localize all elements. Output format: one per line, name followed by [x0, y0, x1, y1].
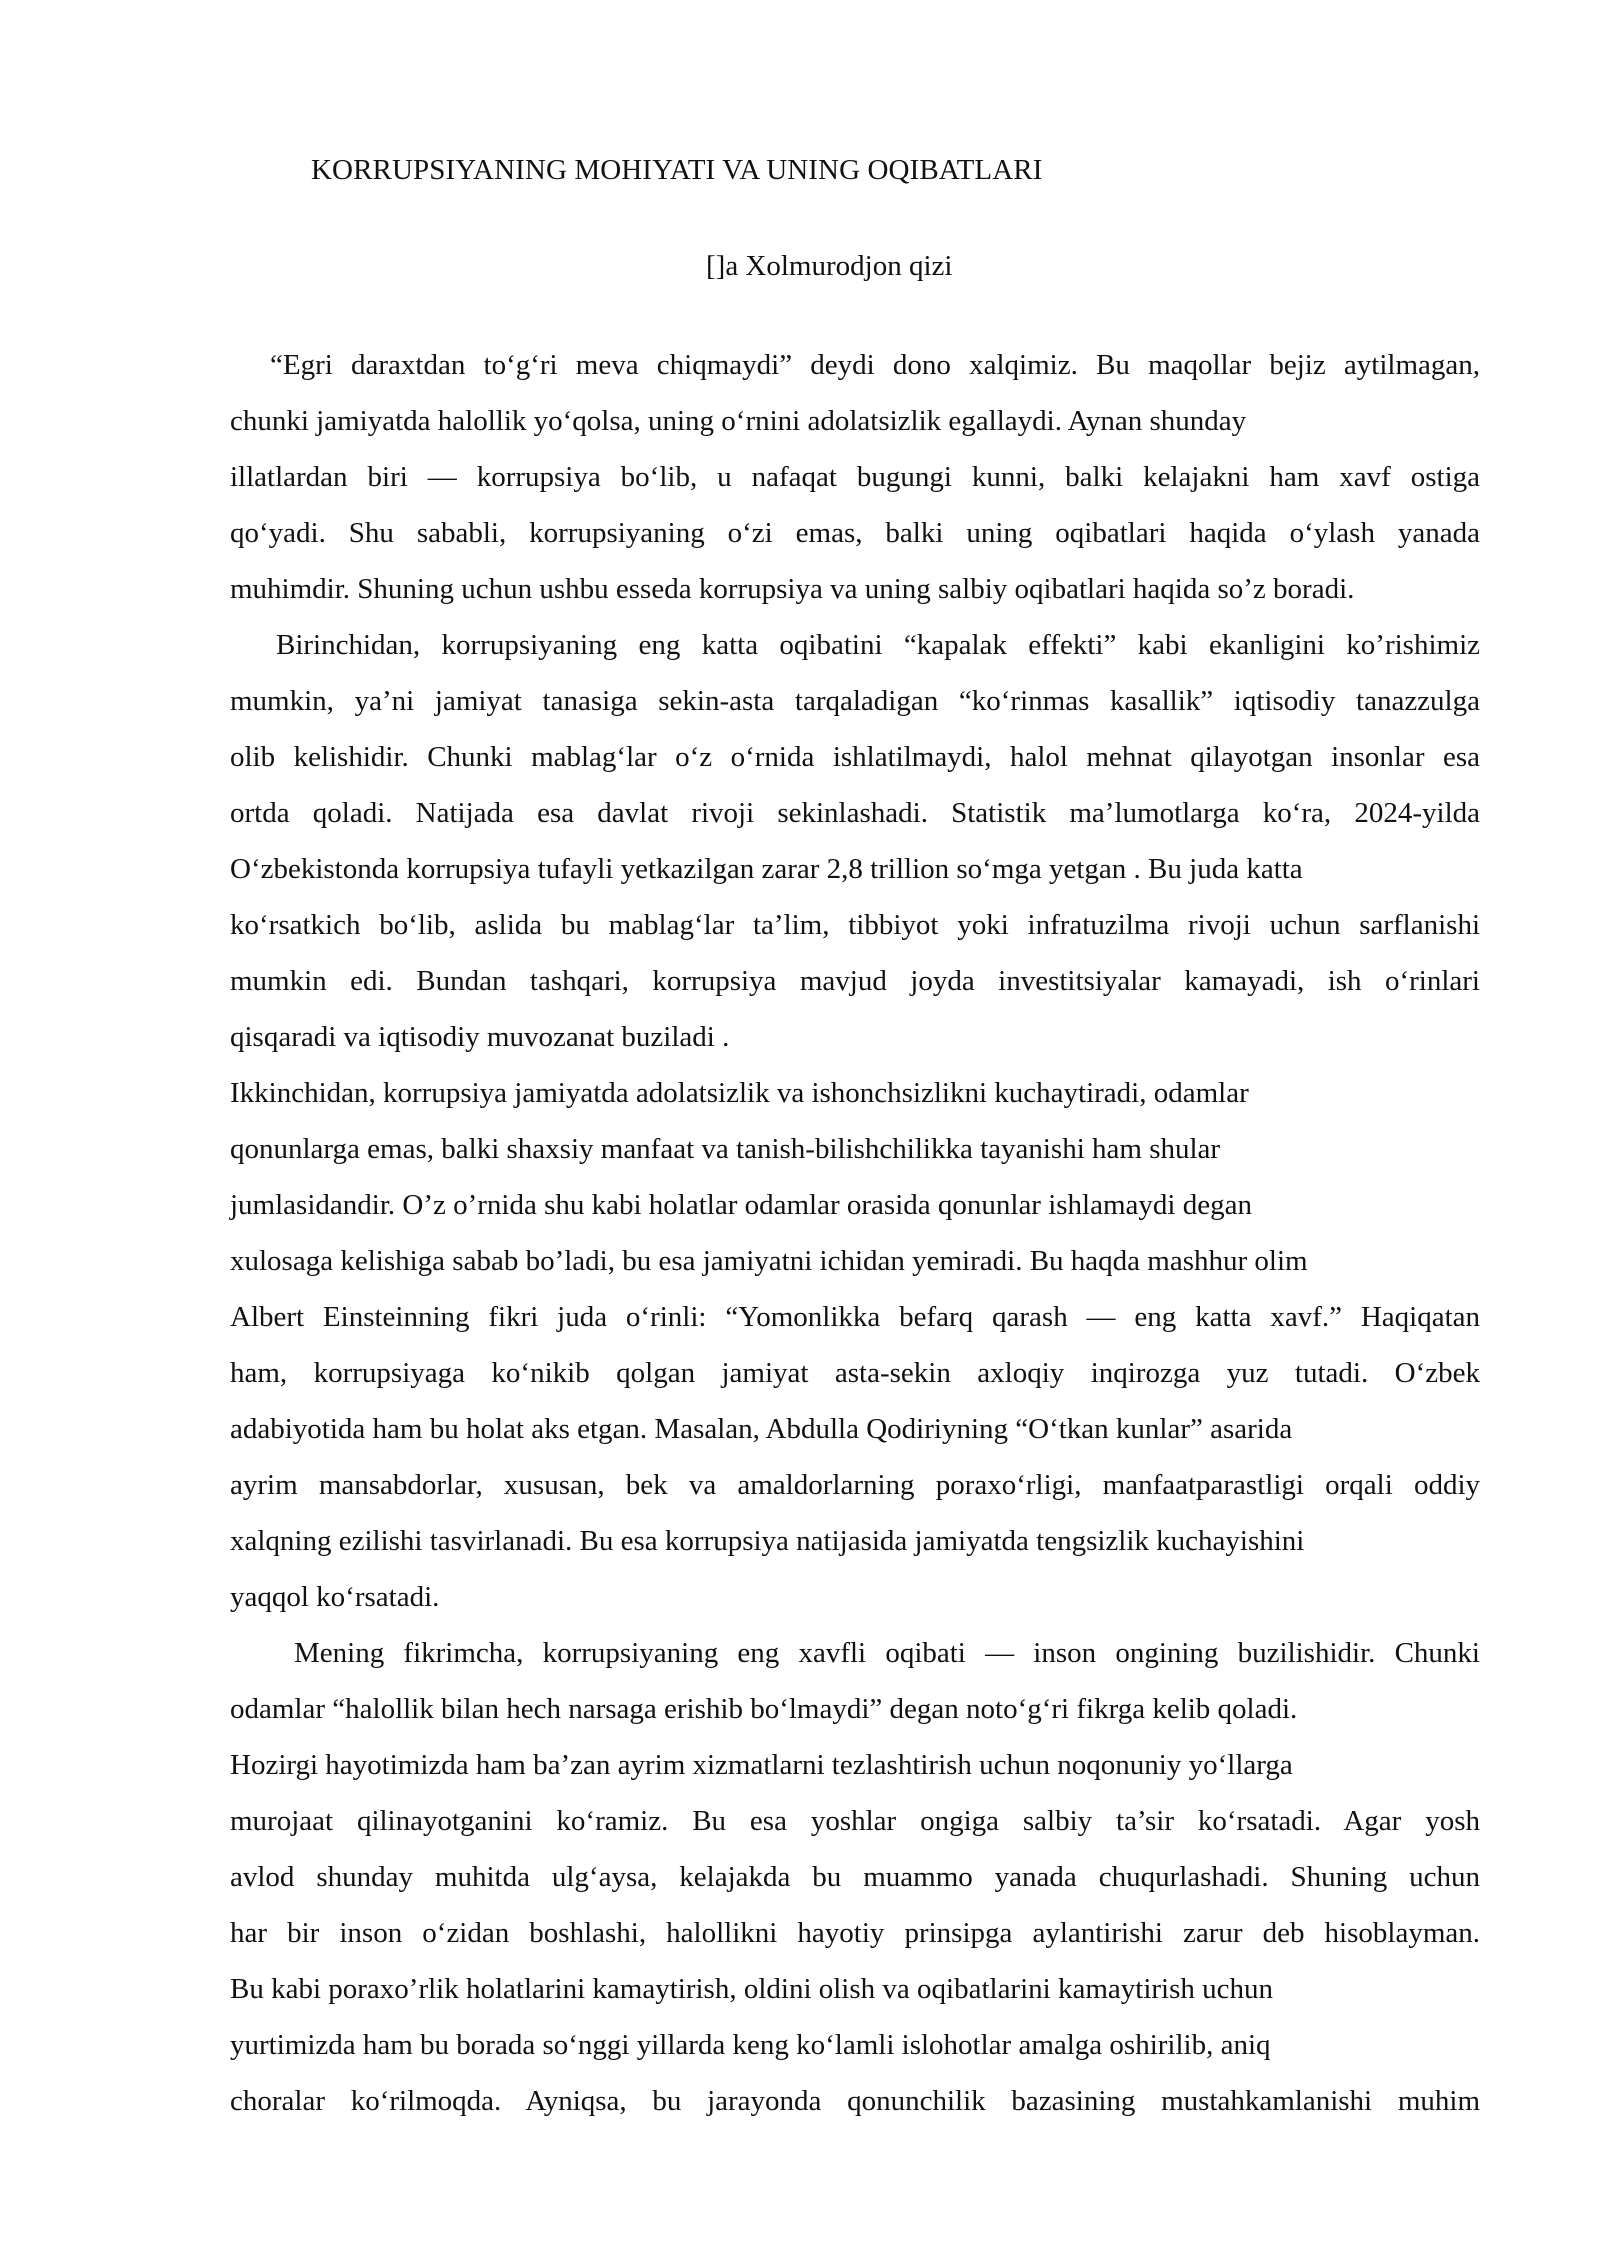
text-line: Hozirgi hayotimizda ham ba’zan ayrim xizmatlarni tezlashtirish uchun noqonuniy yo‘llarga	[230, 1749, 1293, 1781]
text-line: ham, korrupsiyaga ko‘nikib qolgan jamiyat asta-sekin axloqiy inqirozga yuz tutadi. O‘zbek	[230, 1357, 1480, 1389]
document-author: []a Xolmurodjon qizi	[706, 250, 953, 282]
text-line: odamlar “halollik bilan hech narsaga erishib bo‘lmaydi” degan noto‘g‘ri fikrga kelib qoladi.	[230, 1693, 1298, 1725]
text-line: chunki jamiyatda halollik yo‘qolsa, uning o‘rnini adolatsizlik egallaydi. Aynan shunday	[230, 405, 1247, 437]
text-line: har bir inson o‘zidan boshlashi, halollikni hayotiy prinsipga aylantirishi zarur deb hisoblayman.	[230, 1917, 1480, 1949]
text-line: xulosaga kelishiga sabab bo’ladi, bu esa jamiyatni ichidan yemiradi. Bu haqda mashhur olim	[230, 1245, 1308, 1277]
text-line: O‘zbekistonda korrupsiya tufayli yetkazilgan zarar 2,8 trillion so‘mga yetgan . Bu juda katta	[230, 853, 1303, 885]
text-line: mumkin, ya’ni jamiyat tanasiga sekin-asta tarqaladigan “ko‘rinmas kasallik” iqtisodiy tanazzulga	[230, 685, 1480, 717]
text-line: Albert Einsteinning fikri juda o‘rinli: “Yomonlikka befarq qarash — eng katta xavf.” Haqiqatan	[230, 1301, 1480, 1333]
text-line: yaqqol ko‘rsatadi.	[230, 1581, 440, 1613]
text-line: Birinchidan, korrupsiyaning eng katta oqibatini “kapalak effekti” kabi ekanligini ko’rishimiz	[276, 629, 1480, 661]
text-line: ayrim mansabdorlar, xususan, bek va amaldorlarning poraxo‘rligi, manfaatparastligi orqali oddiy	[230, 1469, 1480, 1501]
text-line: Mening fikrimcha, korrupsiyaning eng xavfli oqibati — inson ongining buzilishidir. Chunki	[294, 1637, 1480, 1669]
text-line: illatlardan biri — korrupsiya bo‘lib, u nafaqat bugungi kunni, balki kelajakni ham xavf ostiga	[230, 461, 1480, 493]
text-line: jumlasidandir. O’z o’rnida shu kabi holatlar odamlar orasida qonunlar ishlamaydi degan	[230, 1189, 1252, 1221]
text-line: choralar ko‘rilmoqda. Ayniqsa, bu jarayonda qonunchilik bazasining mustahkamlanishi muhim	[230, 2085, 1480, 2117]
text-line: ortda qoladi. Natijada esa davlat rivoji sekinlashadi. Statistik ma’lumotlarga ko‘ra, 2024-yilda	[230, 797, 1480, 829]
text-line: ko‘rsatkich bo‘lib, aslida bu mablag‘lar ta’lim, tibbiyot yoki infratuzilma rivoji uchun sarflanishi	[230, 909, 1480, 941]
text-line: “Egri daraxtdan to‘g‘ri meva chiqmaydi” deydi dono xalqimiz. Bu maqollar bejiz aytilmagan,	[270, 349, 1480, 381]
text-line: avlod shunday muhitda ulg‘aysa, kelajakda bu muammo yanada chuqurlashadi. Shuning uchun	[230, 1861, 1480, 1893]
text-line: yurtimizda ham bu borada so‘nggi yillarda keng ko‘lamli islohotlar amalga oshirilib, aniq	[230, 2029, 1271, 2061]
text-line: Ikkinchidan, korrupsiya jamiyatda adolatsizlik va ishonchsizlikni kuchaytiradi, odamlar	[230, 1077, 1249, 1109]
text-line: murojaat qilinayotganini ko‘ramiz. Bu esa yoshlar ongiga salbiy ta’sir ko‘rsatadi. Agar yosh	[230, 1805, 1480, 1837]
essay-body	[230, 337, 1480, 2129]
text-line: olib kelishidir. Chunki mablag‘lar o‘z o‘rnida ishlatilmaydi, halol mehnat qilayotgan insonlar esa	[230, 741, 1480, 773]
text-line: muhimdir. Shuning uchun ushbu esseda korrupsiya va uning salbiy oqibatlari haqida so’z boradi.	[230, 573, 1355, 605]
text-line: xalqning ezilishi tasvirlanadi. Bu esa korrupsiya natijasida jamiyatda tengsizlik kuchayishini	[230, 1525, 1305, 1557]
text-line: qisqaradi va iqtisodiy muvozanat buziladi .	[230, 1021, 730, 1053]
document-title: KORRUPSIYANING MOHIYATI VA UNING OQIBATLARI	[311, 154, 1043, 186]
text-line: Bu kabi poraxo’rlik holatlarini kamaytirish, oldini olish va oqibatlarini kamaytirish uchun	[230, 1973, 1273, 2005]
text-line: adabiyotida ham bu holat aks etgan. Masalan, Abdulla Qodiriyning “O‘tkan kunlar” asarida	[230, 1413, 1293, 1445]
text-line: qonunlarga emas, balki shaxsiy manfaat va tanish-bilishchilikka tayanishi ham shular	[230, 1133, 1221, 1165]
text-line: mumkin edi. Bundan tashqari, korrupsiya mavjud joyda investitsiyalar kamayadi, ish o‘rinlari	[230, 965, 1480, 997]
text-line: qo‘yadi. Shu sababli, korrupsiyaning o‘zi emas, balki uning oqibatlari haqida o‘ylash yanada	[230, 517, 1480, 549]
